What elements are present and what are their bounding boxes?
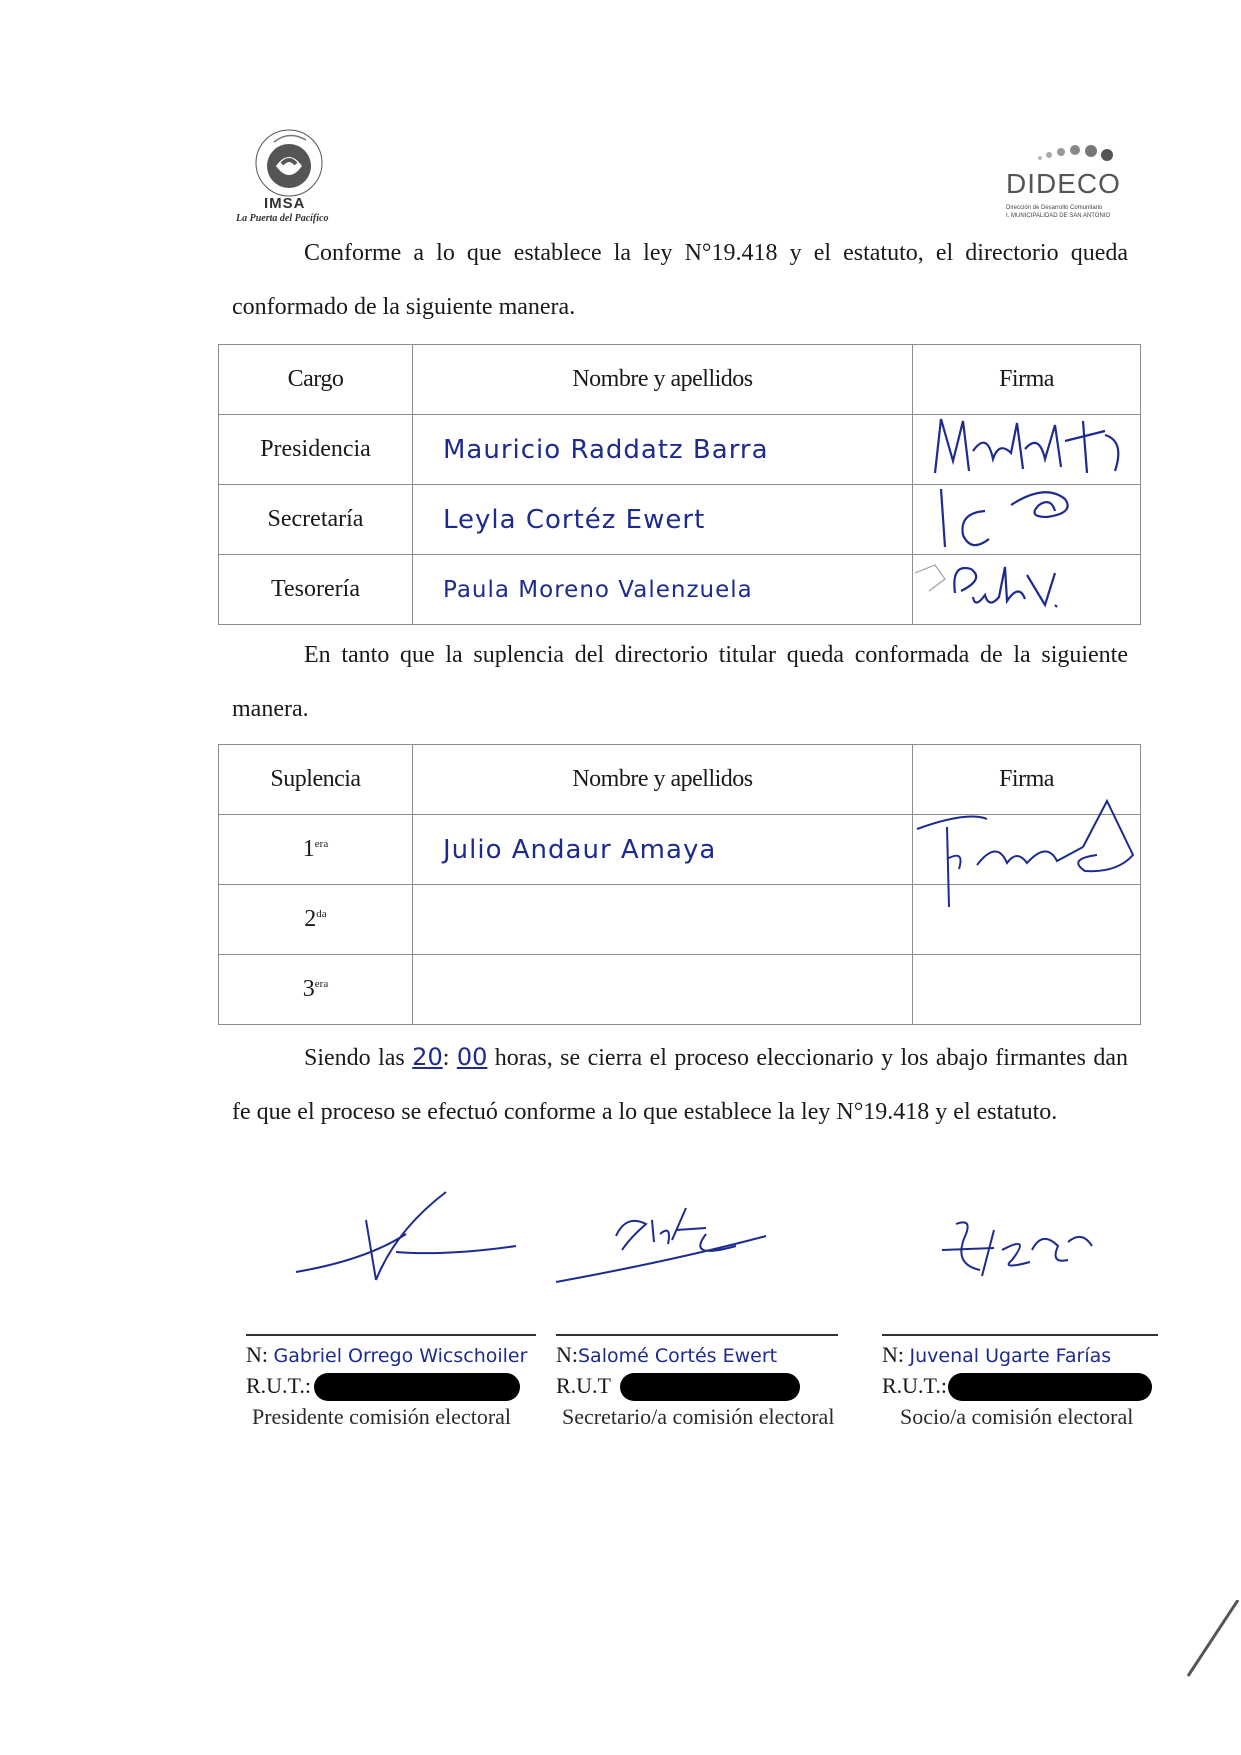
signer-role: Socio/a comisión electoral xyxy=(900,1404,1134,1429)
closing-pre: Siendo las xyxy=(304,1045,405,1071)
table-row xyxy=(219,955,1141,1025)
signer-name-line: N: Juvenal Ugarte Farías xyxy=(882,1342,1112,1367)
imsa-tagline: La Puerta del Pacífico xyxy=(236,213,329,224)
header-nombre: Nombre y apellidos xyxy=(413,345,913,415)
closing-post: horas, se cierra el proceso eleccionario y los abajo firmantes dan fe que el proceso se efectuó conforme a lo que establece la ley N°19.418 y el estatuto. xyxy=(232,1045,1129,1125)
suplencia-table xyxy=(218,744,1141,1025)
handwritten-signature-icon xyxy=(915,477,1135,551)
table-row xyxy=(219,555,1141,625)
handwritten-signature-icon xyxy=(882,1190,1182,1290)
name-cell: Mauricio Raddatz Barra xyxy=(413,415,913,485)
name-cell: Paula Moreno Valenzuela xyxy=(413,555,913,625)
table-row xyxy=(219,415,1141,485)
cargo-cell: Secretaría xyxy=(219,485,413,555)
suplencia-number-cell xyxy=(219,815,413,885)
ordinal-suffix: era xyxy=(314,978,329,990)
dideco-wordmark: DIDECO xyxy=(1006,168,1121,199)
signature-cell xyxy=(913,415,1141,485)
dideco-dots-icon xyxy=(1036,142,1116,164)
header-firma: Firma xyxy=(913,745,1141,815)
handwritten-signature-icon xyxy=(915,411,1135,485)
name-cell: Leyla Cortéz Ewert xyxy=(413,485,913,555)
table-row xyxy=(219,885,1141,955)
signature-cell xyxy=(913,555,1141,625)
suplencia-number-cell xyxy=(219,955,413,1025)
signer-role: Presidente comisión electoral xyxy=(252,1404,512,1429)
handwritten-signature-icon xyxy=(915,553,1135,627)
handwritten-signature-icon xyxy=(246,1190,546,1290)
header-cargo: Cargo xyxy=(219,345,413,415)
header-firma: Firma xyxy=(913,345,1141,415)
scan-artifact-mark xyxy=(1180,1600,1240,1680)
municipal-seal-icon xyxy=(254,128,324,198)
rut-label: R.U.T.: xyxy=(882,1373,947,1398)
ordinal-number: 1 xyxy=(302,836,315,862)
closing-minute: 00 xyxy=(456,1043,488,1071)
dideco-logo xyxy=(1000,142,1130,227)
signature-cell xyxy=(913,485,1141,555)
closing-separator: : xyxy=(442,1045,450,1071)
signature-cell xyxy=(913,815,1141,885)
cargo-cell: Presidencia xyxy=(219,415,413,485)
signer-name-line: N:Salomé Cortés Ewert xyxy=(556,1342,778,1367)
table-row xyxy=(219,815,1141,885)
signature-cell xyxy=(913,885,1141,955)
signer-name-line: N: Gabriel Orrego Wicschoiler xyxy=(246,1342,528,1367)
table-header-row xyxy=(219,345,1141,415)
closing-paragraph xyxy=(232,1030,1128,1139)
name-cell xyxy=(413,955,913,1025)
handwritten-signature-icon xyxy=(556,1190,856,1290)
ordinal-number: 3 xyxy=(302,976,315,1002)
suplencia-number-cell xyxy=(219,885,413,955)
signer-name: Juvenal Ugarte Farías xyxy=(909,1345,1112,1367)
directorio-table xyxy=(218,344,1141,625)
rut-label: R.U.T.: xyxy=(246,1373,311,1398)
signature-line xyxy=(246,1334,536,1336)
dideco-subtitle-1: Dirección de Desarrollo Comunitario xyxy=(1006,205,1103,211)
header-nombre: Nombre y apellidos xyxy=(413,745,913,815)
signer-name: Gabriel Orrego Wicschoiler xyxy=(273,1345,528,1367)
imsa-wordmark: IMSA xyxy=(264,195,306,212)
dideco-subtitle-2: I. MUNICIPALIDAD DE SAN ANTONIO xyxy=(1006,213,1111,219)
signature-line xyxy=(556,1334,838,1336)
imsa-logo xyxy=(236,128,356,228)
suplencia-paragraph: En tanto que la suplencia del directorio titular queda conformada de la siguiente manera. xyxy=(232,642,1128,722)
signer-role: Secretario/a comisión electoral xyxy=(562,1404,835,1429)
header-suplencia: Suplencia xyxy=(219,745,413,815)
signer-name: Salomé Cortés Ewert xyxy=(578,1345,778,1367)
ordinal-number: 2 xyxy=(304,906,317,932)
table-row xyxy=(219,485,1141,555)
redaction-bar xyxy=(314,1373,520,1401)
signature-cell xyxy=(913,955,1141,1025)
redaction-bar xyxy=(948,1373,1152,1401)
name-cell xyxy=(413,885,913,955)
name-cell: Julio Andaur Amaya xyxy=(413,815,913,885)
cargo-cell: Tesorería xyxy=(219,555,413,625)
closing-hour: 20 xyxy=(412,1043,443,1071)
ordinal-suffix: da xyxy=(316,908,327,920)
redaction-bar xyxy=(620,1373,800,1401)
signature-line xyxy=(882,1334,1158,1336)
ordinal-suffix: era xyxy=(314,838,329,850)
intro-paragraph: Conforme a lo que establece la ley N°19.418 y el estatuto, el directorio queda conformado de la siguiente manera. xyxy=(232,240,1128,320)
rut-label: R.U.T xyxy=(556,1373,611,1398)
